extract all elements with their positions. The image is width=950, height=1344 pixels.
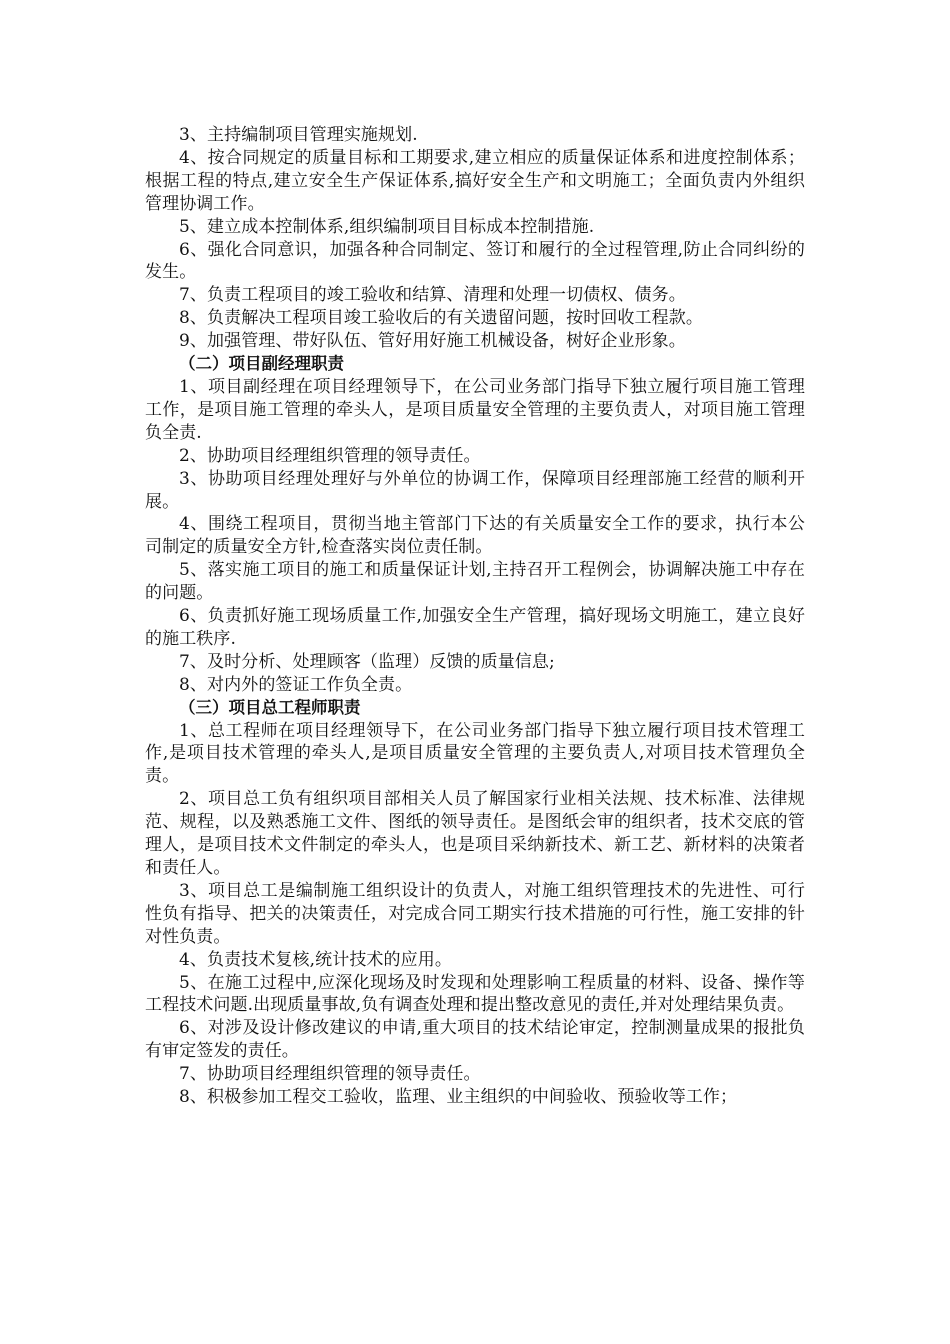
paragraph: 3、主持编制项目管理实施规划. [179, 125, 418, 145]
paragraph: 6、负责抓好施工现场质量工作,加强安全生产管理，搞好现场文明施工，建立良好的施工秩序. [145, 606, 805, 649]
paragraph: 7、及时分析、处理顾客（监理）反馈的质量信息; [179, 651, 555, 672]
paragraph: 7、负责工程项目的竣工验收和结算、清理和处理一切债权、债务。 [179, 285, 686, 306]
paragraph: 8、负责解决工程项目竣工验收后的有关遗留问题，按时回收工程款。 [179, 308, 703, 329]
paragraph: 9、加强管理、带好队伍、管好用好施工机械设备，树好企业形象。 [179, 331, 686, 352]
document-body [145, 124, 805, 1109]
paragraph: 4、按合同规定的质量目标和工期要求,建立相应的质量保证体系和进度控制体系；根据工程的特点,建立安全生产保证体系,搞好安全生产和文明施工；全面负责内外组织管理协调工作。 [145, 147, 805, 214]
paragraph: 3、协助项目经理处理好与外单位的协调工作，保障项目经理部施工经营的顺利开展。 [145, 468, 805, 512]
paragraph: 8、积极参加工程交工验收，监理、业主组织的中间验收、预验收等工作； [179, 1087, 738, 1108]
paragraph: 1、总工程师在项目经理领导下，在公司业务部门指导下独立履行项目技术管理工作,是项目技术管理的牵头人,是项目质量安全管理的主要负责人,对项目技术管理负全责。 [145, 720, 805, 787]
paragraph: 4、围绕工程项目，贯彻当地主管部门下达的有关质量安全工作的要求，执行本公司制定的质量安全方针,检查落实岗位责任制。 [145, 514, 805, 558]
paragraph: 4、负责技术复核,统计技术的应用。 [179, 949, 452, 970]
paragraph: 6、强化合同意识，加强各种合同制定、签订和履行的全过程管理,防止合同纠纷的发生。 [145, 239, 805, 283]
paragraph: 8、对内外的签证工作负全责。 [179, 674, 413, 695]
paragraph: 7、协助项目经理组织管理的领导责任。 [179, 1064, 481, 1085]
paragraph: 2、项目总工负有组织项目部相关人员了解国家行业相关法规、技术标准、法律规范、规程，以及熟悉施工文件、图纸的领导责任。是图纸会审的组织者，技术交底的管理人，是项目技术文件制定的牵头人，也是项目采纳新技术、新工艺、新材料的决策者和责任人。 [145, 789, 805, 878]
paragraph: 5、落实施工项目的施工和质量保证计划,主持召开工程例会，协调解决施工中存在的问题。 [145, 560, 805, 604]
paragraph: 5、在施工过程中,应深化现场及时发现和处理影响工程质量的材料、设备、操作等工程技术问题.出现质量事故,负有调查处理和提出整改意见的责任,并对处理结果负责。 [145, 972, 805, 1016]
section-heading: （三）项目总工程师职责 [179, 697, 361, 717]
paragraph: 6、对涉及设计修改建议的申请,重大项目的技术结论审定，控制测量成果的报批负有审定签发的责任。 [145, 1018, 805, 1062]
paragraph: 1、项目副经理在项目经理领导下，在公司业务部门指导下独立履行项目施工管理工作，是项目施工管理的牵头人，是项目质量安全管理的主要负责人，对项目施工管理负全责. [145, 376, 805, 443]
paragraph: 3、项目总工是编制施工组织设计的负责人，对施工组织管理技术的先进性、可行性负有指导、把关的决策责任，对完成合同工期实行技术措施的可行性，施工安排的针对性负责。 [145, 880, 805, 947]
paragraph: 2、协助项目经理组织管理的领导责任。 [179, 445, 481, 466]
section-heading: （二）项目副经理职责 [179, 354, 344, 374]
paragraph: 5、建立成本控制体系,组织编制项目目标成本控制措施. [179, 216, 595, 237]
